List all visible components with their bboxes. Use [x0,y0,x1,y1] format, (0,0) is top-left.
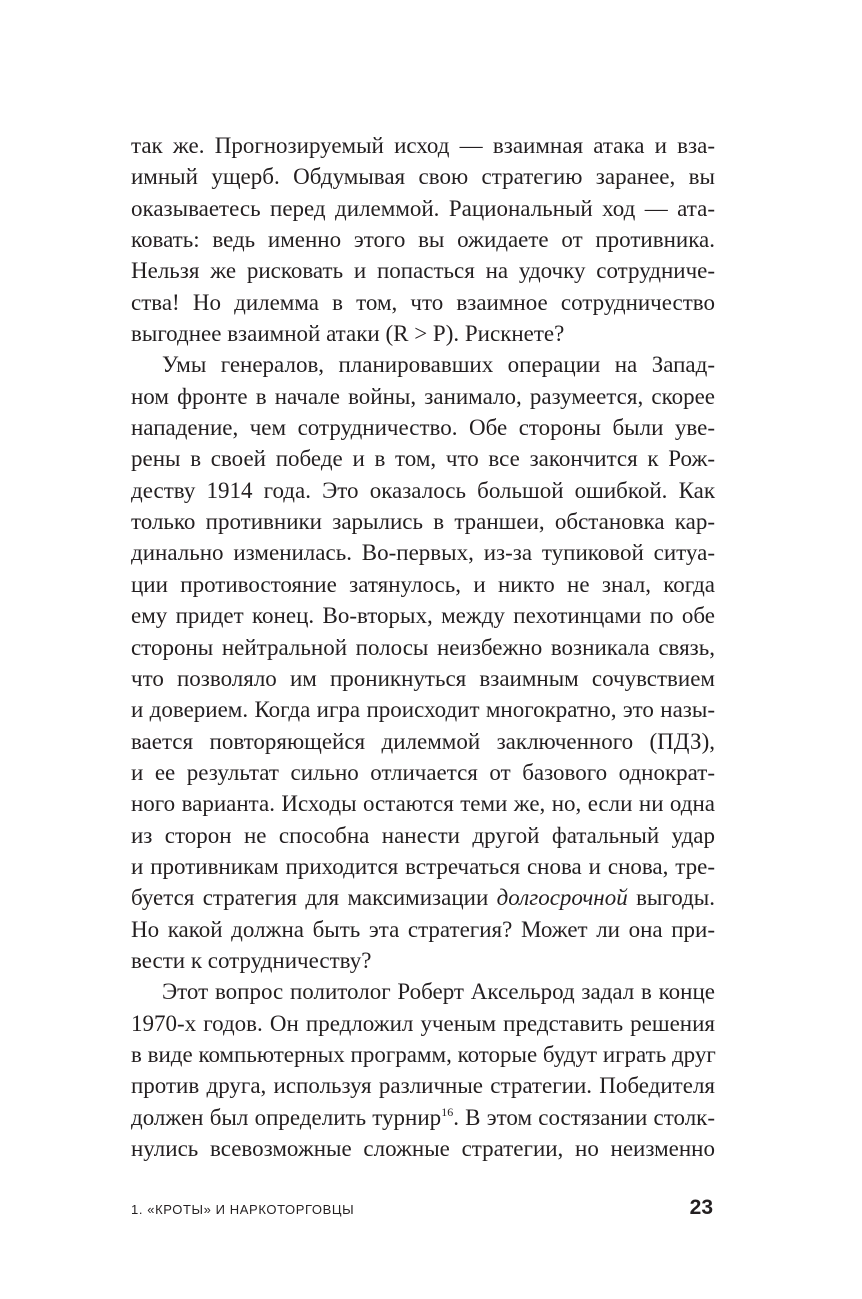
text-line: Умы генералов, планировавших операции на Запад- [162,352,715,378]
text-line: в виде компьютерных программ, которые будут играть друг [131,1041,716,1067]
text-line: вести к сотрудничеству? [131,947,372,973]
text-line [131,1102,715,1133]
body-text [131,130,715,1164]
text-line: только противники зарылись в траншеи, обстановка кар- [131,509,715,535]
running-head: 1. «КРОТЫ» И НАРКОТОРГОВЦЫ [131,1202,355,1217]
text-line: что позволяло им проникнуться взаимным сочувствием [131,665,715,691]
text-line: стороны нейтральной полосы неизбежно возникала связь, [131,634,715,660]
text-line: нулись всевозможные сложные стратегии, но неизменно [131,1136,715,1161]
text-line: 1970-х годов. Он предложил ученым представить решения [131,1010,715,1036]
paragraph [131,130,715,349]
text-line: имный ущерб. Обдумывая свою стратегию заранее, вы [131,164,715,190]
text-line: и доверием. Когда игра происходит многократно, это назы- [131,697,715,723]
page-footer [131,1196,713,1220]
text-line: и противникам приходится встречаться снова и снова, тре- [131,853,715,879]
text-line: рены в своей победе и в том, что все закончится к Рож- [131,446,715,472]
text-line: Этот вопрос политолог Роберт Аксельрод задал в конце [162,979,715,1005]
text-line: так же. Прогнозируемый исход — взаимная атака и вза- [131,133,715,158]
emphasis: долгосрочной [496,885,628,911]
text-line: деству 1914 года. Это оказалось большой ошибкой. Как [131,477,715,503]
text-line: против друга, используя различные стратегии. Победителя [131,1073,715,1099]
text-line: и ее результат сильно отличается от базового однократ- [131,759,715,785]
text-segment: должен был определить турнир [131,1104,442,1130]
text-line: выгоднее взаимной атаки (R > P). Рискнете? [131,321,565,347]
text-line: ции противостояние затянулось, и никто не знал, когда [131,571,715,597]
text-segment: буется стратегия для максимизации [131,885,497,911]
text-line: ковать: ведь именно этого вы ожидаете от противника. [131,227,715,253]
text-line: ему придет конец. Во-вторых, между пехотинцами по обе [131,603,715,629]
paragraph [131,976,715,1164]
text-line: ном фронте в начале войны, занимало, разумеется, скорее [131,383,715,409]
page-number: 23 [689,1196,713,1219]
text-line: ства! Но дилемма в том, что взаимное сотрудничество [131,289,715,315]
text-line: динально изменилась. Во-первых, из-за тупиковой ситуа- [131,540,715,566]
text-line: вается повторяющейся дилеммой заключенного (ПДЗ), [131,728,715,754]
text-line: из сторон не способна нанести другой фатальный удар [131,822,715,848]
text-segment: выгоды. [627,885,715,911]
text-line: оказываетесь перед дилеммой. Рациональный ход — ата- [131,195,715,221]
text-line: Но какой должна быть эта стратегия? Может ли она при- [131,916,715,942]
text-line: ного варианта. Исходы остаются теми же, но, если ни одна [131,791,715,817]
text-segment: . В этом состязании столк- [453,1104,716,1130]
footnote-ref: 16 [441,1104,454,1119]
text-line [131,882,715,913]
paragraph [131,349,715,976]
text-line: нападение, чем сотрудничество. Обе стороны были уве- [131,415,715,441]
text-line: Нельзя же рисковать и попасться на удочку сотрудниче- [131,258,715,284]
